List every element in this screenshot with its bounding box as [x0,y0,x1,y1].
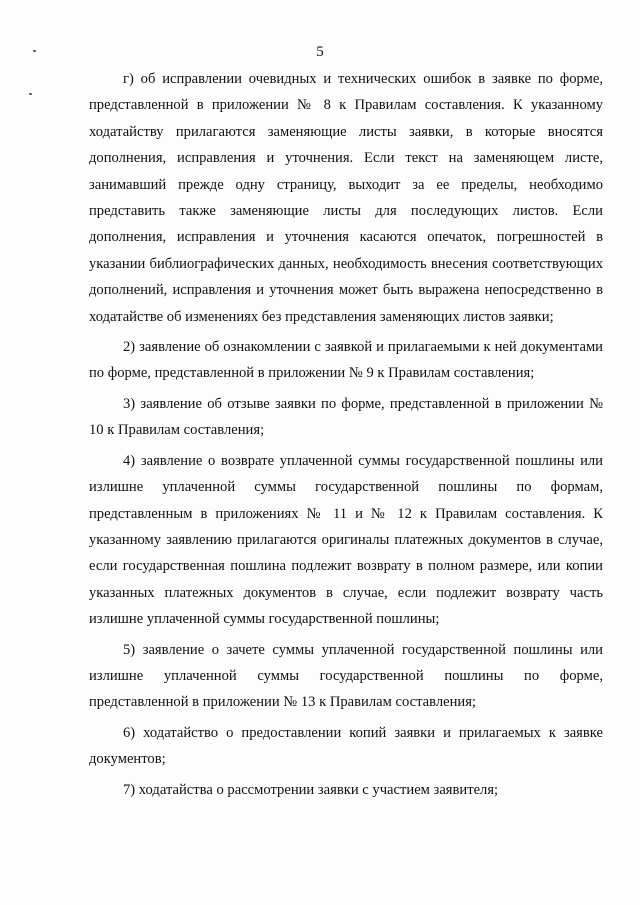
paragraph-item-2: 2) заявление об ознакомлении с заявкой и прилагаемыми к ней документами по форме, представленной в приложении № 9 к Правилам составления; [89,339,603,382]
paragraph-item-5: 5) заявление о зачете суммы уплаченной государственной пошлины или излишне уплаченной суммы государственной пошлины по форме, представленной в приложении № 13 к Правилам составления; [89,641,603,711]
paragraph-item-6: 6) ходатайство о предоставлении копий заявки и прилагаемых к заявке документов; [89,724,603,768]
paragraph-item-3: 3) заявление об отзыве заявки по форме, представленной в приложении № 10 к Правилам составления; [89,395,603,439]
document-body [89,66,603,803]
paragraph-item-4: 4) заявление о возврате уплаченной суммы государственной пошлины или излишне уплаченной суммы государственной пошлины по формам, представленным в приложениях № 11 и № 12 к Правилам составления. К указанному заявлению прилагаются оригиналы платежных документов в случае, если государственная пошлина подлежит возврату в полном размере, или копии указанных платежных документов в случае, если подлежит возврату часть излишне уплаченной суммы государственной пошлины; [89,452,603,628]
page-number: 5 [316,44,324,60]
paragraph-item-7: 7) ходатайства о рассмотрении заявки с участием заявителя; [123,781,499,798]
scan-speck [29,93,32,95]
paragraph-item-g: г) об исправлении очевидных и технических ошибок в заявке по форме, представленной в приложении № 8 к Правилам составления. К указанному ходатайству прилагаются заменяющие листы заявки, в которые вносятся дополнения, исправления и уточнения. Если текст на заменяющем листе, занимавший прежде одну страницу, выходит за ее пределы, необходимо представить также заменяющие листы для последующих листов. Если дополнения, исправления и уточнения касаются опечаток, погрешностей в указании библиографических данных, необходимость внесения соответствующих дополнений, исправления и уточнения может быть выражена непосредственно в ходатайстве об изменениях без представления заменяющих листов заявки; [89,71,603,325]
